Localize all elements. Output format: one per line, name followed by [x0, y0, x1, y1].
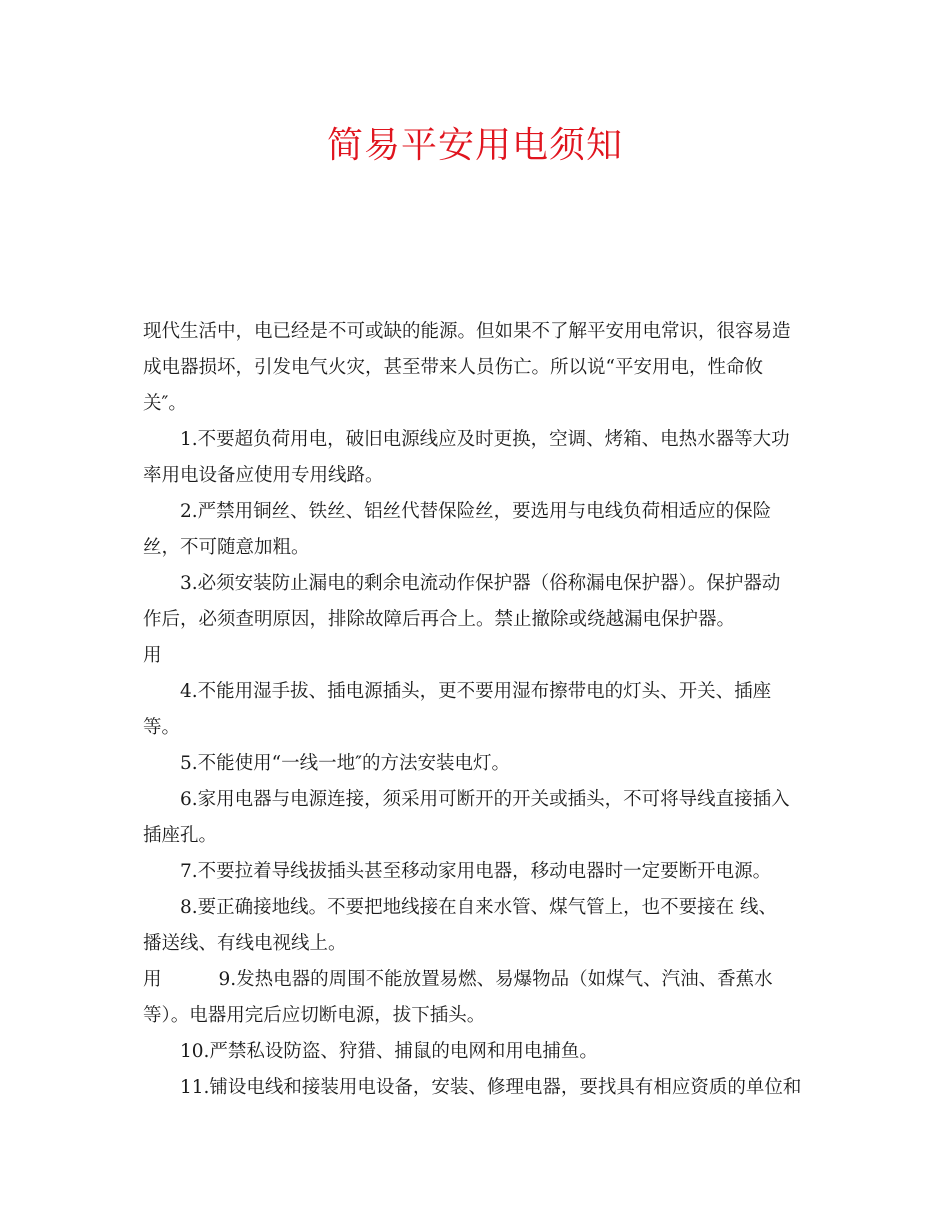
item-3-line-2: 作后，必须查明原因，排除故障后再合上。禁止撤除或绕越漏电保护器。 — [143, 609, 736, 630]
intro-line-1: 现代生活中，电已经是不可或缺的能源。但如果不了解平安用电常识，很容易造 — [143, 321, 791, 342]
item-3-line-1: 3.必须安装防止漏电的剩余电流动作保护器（俗称漏电保护器）。保护器动 — [180, 573, 781, 594]
item-9-text: 9.发热电器的周围不能放置易燃、易爆物品（如煤气、汽油、香蕉水 — [218, 969, 773, 990]
item-6-line-1: 6.家用电器与电源连接，须采用可断开的开关或插头，不可将导线直接插入 — [180, 789, 790, 810]
document-body — [143, 314, 813, 1106]
item-9-line-1 — [143, 962, 813, 998]
item-2-line-1: 2.严禁用铜丝、铁丝、铝丝代替保险丝，要选用与电线负荷相适应的保险 — [180, 501, 772, 522]
item-9-line-2: 等）。电器用完后应切断电源，拔下插头。 — [143, 1005, 486, 1026]
item-10-line-1: 10.严禁私设防盗、狩猎、捕鼠的电网和用电捕鱼。 — [180, 1041, 598, 1062]
item-5-line-1: 5.不能使用“一线一地″的方法安装电灯。 — [180, 753, 511, 774]
item-8-line-2: 播送线、有线电视线上。 — [143, 933, 347, 954]
item-1-line-2: 率用电设备应使用专用线路。 — [143, 465, 384, 486]
item-8-line-1: 8.要正确接地线。不要把地线接在自来水管、煤气管上，也不要接在 线、 — [180, 897, 778, 918]
item-1-line-1: 1.不要超负荷用电，破旧电源线应及时更换，空调、烤箱、电热水器等大功 — [180, 429, 790, 450]
stray-fragment-1: 用 — [143, 645, 162, 666]
item-7-line-1: 7.不要拉着导线拔插头甚至移动家用电器，移动电器时一定要断开电源。 — [180, 861, 772, 882]
document-title: 简易平安用电须知 — [326, 125, 623, 166]
item-6-line-2: 插座孔。 — [143, 825, 218, 846]
item-4-line-2: 等。 — [143, 717, 181, 738]
item-11-line-1: 11.铺设电线和接装用电设备，安装、修理电器，要找具有相应资质的单位和 — [180, 1077, 802, 1098]
intro-line-2: 成电器损坏，引发电气火灾，甚至带来人员伤亡。所以说“平安用电，性命攸 — [143, 357, 763, 378]
item-4-line-1: 4.不能用湿手拔、插电源插头，更不要用湿布擦带电的灯头、开关、插座 — [180, 681, 772, 702]
stray-fragment-2: 用 — [143, 969, 162, 990]
intro-line-3: 关″。 — [143, 393, 187, 414]
item-2-line-2: 丝，不可随意加粗。 — [143, 537, 310, 558]
